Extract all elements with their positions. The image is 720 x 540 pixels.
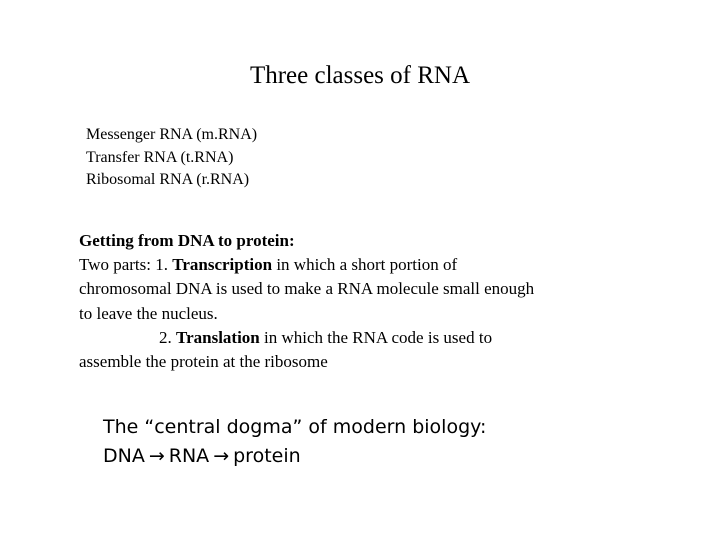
rna-class-list	[86, 124, 257, 192]
step2-line	[79, 326, 639, 350]
protein-synthesis-text	[79, 229, 639, 374]
step2-line2: assemble the protein at the ribosome	[79, 352, 328, 372]
dogma-item-protein: protein	[233, 445, 301, 467]
section-heading-line	[79, 229, 639, 253]
step2-text: in which the RNA code is used to	[259, 327, 493, 347]
central-dogma	[103, 413, 486, 471]
slide-title: Three classes of RNA	[249, 62, 471, 89]
step1-line	[79, 253, 639, 277]
step1-text: in which a short portion of	[272, 255, 458, 275]
section-heading: Getting from DNA to protein:	[79, 231, 295, 250]
list-item: Ribosomal RNA (r.RNA)	[86, 171, 250, 188]
dogma-heading: The “central dogma” of modern biology:	[103, 416, 487, 438]
parts-intro: Two parts: 1.	[79, 255, 173, 275]
step1-line2: chromosomal DNA is used to make a RNA molecule small enough	[79, 279, 535, 299]
list-item: Messenger RNA (m.RNA)	[86, 126, 258, 143]
translation-term: Translation	[176, 327, 260, 347]
transcription-term: Transcription	[172, 255, 273, 275]
arrow-right-icon: →	[148, 445, 165, 467]
dogma-item-dna: DNA	[103, 445, 145, 467]
step1-line3: to leave the nucleus.	[79, 303, 218, 323]
list-item: Transfer RNA (t.RNA)	[86, 148, 234, 166]
dogma-flow	[103, 442, 486, 471]
arrow-right-icon: →	[213, 445, 230, 467]
step2-number: 2.	[159, 327, 176, 347]
dogma-item-rna: RNA	[168, 445, 210, 467]
